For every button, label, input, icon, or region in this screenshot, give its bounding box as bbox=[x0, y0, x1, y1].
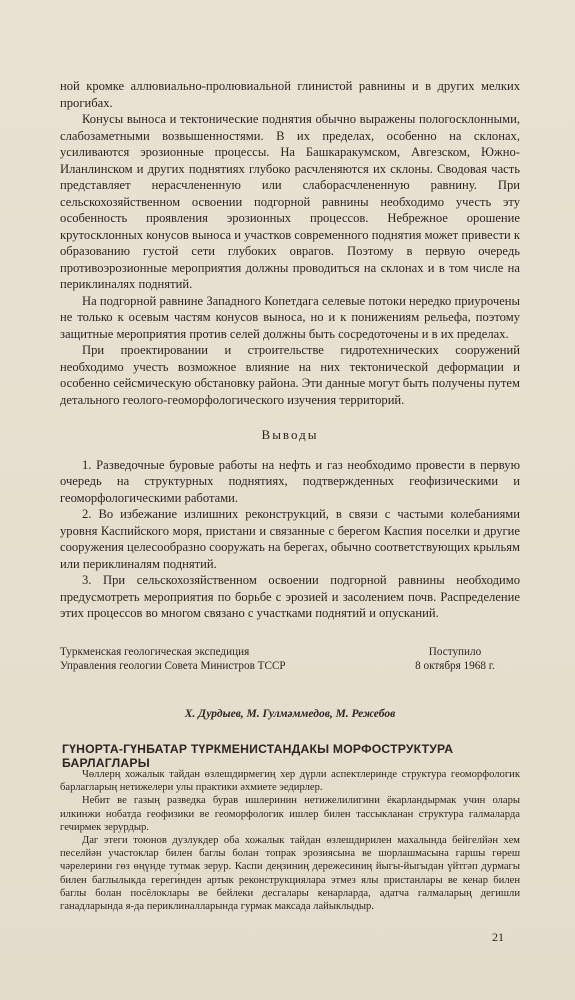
article2-text-block bbox=[60, 768, 520, 913]
received-label: Поступило bbox=[428, 646, 482, 658]
conclusion-item: 3. При сельскохозяйственном освоении подгорной равнины необходимо предусмотреть мероприятия по борьбе с эрозией и засолением почв. Распределение этих процессов во многом связано с участками поднятий и опусканий. bbox=[60, 573, 520, 620]
conclusions-heading: Выводы bbox=[261, 427, 319, 442]
received-date bbox=[390, 645, 520, 673]
article2-paragraph: Небит ве газың разведка бурав ишлеринин нетижелилигини ёкарландырмак учин олары илкинжи нобатда геофизики ве геоморфологик ишлер билен тассыкланан структура галмаларда гечирмек зерурдыр. bbox=[60, 795, 520, 833]
conclusions-list bbox=[60, 457, 520, 622]
received-date-value: 8 октября 1968 г. bbox=[415, 660, 495, 672]
main-text-block bbox=[60, 78, 520, 622]
paragraph-cones: Конусы выноса и тектонические поднятия обычно выражены пологосклонными, слабозаметными возвышенностями. В их пределах, особенно на склонах, усиливаются эрозионные процессы. На Башкаракумском, Авгезском, Южно-Иланлинском и других поднятиях глубоко расчленяются их склоны. Сводовая часть представляет нерасчлененную или слаборасчлененную равнину. При сельскохозяйственном освоении подгорной равнины необходимо учесть эту особенность проявления эрозионных процессов. Небрежное орошение крутосклонных конусов выноса и участков современного поднятия может привести к образованию густой сети глубоких оврагов. Поэтому в первую очередь противоэрозионные мероприятия должны проводиться на склонах и в том числе на периклиналях поднятий. bbox=[60, 112, 520, 291]
institution bbox=[60, 645, 350, 673]
article2-paragraph: Чөллерң хожалык тайдан өзлешдирмегиң хер дүрли аспектлеринде структура геоморфологик барлагларың нетижелери улы практики әхмиете эедирлер. bbox=[60, 769, 520, 794]
institution-line: Управления геологии Совета Министров ТССР bbox=[60, 660, 286, 672]
paragraph-hydrotechnical: При проектировании и строительстве гидротехнических сооружений необходимо учесть возможное влияние на них тектонической деформации и особенно сейсмическую обстановку района. Эти данные могут быть получены путем детального геолого-геоморфологического изучения территорий. bbox=[60, 343, 520, 407]
paragraph-mudflows: На подгорной равнине Западного Копетдага селевые потоки нередко приурочены не только к осевым частям конусов выноса, но и к понижениям рельефа, поэтому защитные мероприятия против селей должны быть сосредоточены и в их пределах. bbox=[60, 293, 520, 341]
article2-authors: Х. Дурдыев, М. Гулмәммедов, М. Режебов bbox=[184, 708, 396, 720]
conclusion-item: 2. Во избежание излишних реконструкций, в связи с частыми колебаниями уровня Каспийского моря, пристани и связанные с берегом Каспия поселки и другие сооружения целесообразно сооружать на берегах, обычно соответствующих крыльям или периклиналям поднятий. bbox=[60, 507, 520, 571]
page-number: 21 bbox=[492, 930, 504, 944]
paragraph-continuation: ной кромке аллювиально-пролювиальной глинистой равнины и в других мелких прогибах. bbox=[60, 79, 520, 110]
conclusion-item: 1. Разведочные буровые работы на нефть и газ необходимо провести в первую очередь на структурных поднятиях, подтвержденных геофизическими и геоморфологическими работами. bbox=[60, 457, 520, 505]
article2-paragraph: Даг этеги тоюнов дузлукдер оба хожалык тайдан өзлешдирилен махалында бейгелйән хем песелйән участоклар билен баглы болан топрак эрозиясына ве шорлашмасына гаршы гөреш чәрелерини гөз өңүнде тутмак зерур. Каспи деңзиниң дережесиниң йыгы-йыгыдан үйтгәп дурмагы билен баглылыкда гереги́нден артык реконструкциялара этмез ялы пристанлары ве кенар билен баглы болан посёлоклары ве бейлеки десгалары кенарларда, адатча галмаларың дегишли ганадларында я-да периклиналларында гурмак максада лайыклыдыр. bbox=[60, 835, 520, 913]
institution-line: Туркменская геологическая экспедиция bbox=[60, 646, 250, 658]
article2-title: ГҮНОРТА-ГҮНБАТАР ТҮРКМЕНИСТАНДАКЫ МОРФОСТРУКТУРА БАРЛАГЛАРЫ bbox=[62, 742, 454, 770]
